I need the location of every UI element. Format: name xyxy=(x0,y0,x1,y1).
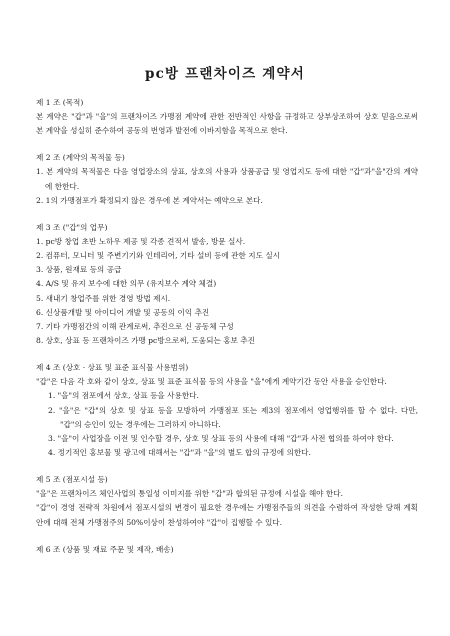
article-subitem xyxy=(36,446,418,460)
subitem-text: 4. 정기적인 홍보물 및 광고에 대해서는 "갑"과 "을"의 별도 합의 규정에 의한다. xyxy=(48,448,311,458)
article-item: 8. 상호, 상표 등 프랜차이즈 가맹 pc방으로써, 도움되는 홍보 추진 xyxy=(36,336,255,346)
article-paragraph: 본 계약은 "갑"과 "을"의 프랜차이즈 가맹점 계약에 관한 전반적인 사항을 규정하고 상부상조하여 상호 믿음으로써 본 계약을 성실히 준수하여 공동의 번영과 발전에 이바지함을 목적으로 한다. xyxy=(36,112,418,136)
article-heading: 제 2 조 (계약의 목적물 등) xyxy=(36,153,125,163)
article-heading: 제 3 조 ("갑"의 업무) xyxy=(36,222,108,232)
article-item: 6. 신상품개발 및 아이디어 개발 및 공동의 이익 추진 xyxy=(36,307,210,317)
article-heading: 제 5 조 (점포시설 등) xyxy=(36,475,108,485)
article-item: 2. 컴퓨터, 모니터 및 주변기기와 인테리어, 기타 설비 등에 관한 지도 실시 xyxy=(36,251,281,261)
article-5 xyxy=(36,473,418,530)
article-heading: 제 6 조 (상품 및 재료 주문 및 제작, 배송) xyxy=(36,545,174,555)
document-title: pc방 프랜차이즈 계약서 xyxy=(144,66,306,82)
article-item: 5. 새내기 창업주를 위한 경영 방법 제시. xyxy=(36,293,171,303)
subitem-text: 2. "을"은 "갑"의 상호 및 상표 등을 모방하여 가맹점포 또는 제3의 점포에서 영업행위를 할 수 없다. 다만, "갑"의 승인이 있는 경우에는 그러하지 아니하다. xyxy=(48,405,418,429)
article-subitem xyxy=(36,432,418,446)
article-heading: 제 4 조 (상호 · 상표 및 표준 표식물 사용범위) xyxy=(36,363,189,373)
article-3 xyxy=(36,221,418,349)
article-1 xyxy=(36,96,418,139)
article-item: 4. A/S 및 유지 보수에 대한 의무 (유지보수 계약 체결) xyxy=(36,279,217,289)
article-item: 3. 상품, 원재료 등의 공급 xyxy=(36,265,122,275)
subitem-text: 3. "을"이 사업장을 이전 및 인수할 경우, 상호 및 상표 등의 사용에 대해 "갑"과 사전 협의를 하여야 한다. xyxy=(48,434,394,444)
article-item: 7. 기타 가맹점간의 이해 관계로써, 추진으로 신 공동체 구성 xyxy=(36,322,234,332)
article-4 xyxy=(36,361,418,460)
article-paragraph: "을"은 프랜차이즈 체인사업의 통일성 이미지를 위한 "갑"과 합의된 규정에 시설을 해야 한다. xyxy=(36,489,344,499)
article-item: 1. 본 계약의 목적물은 다음 영업장소의 상표, 상호의 사용과 상품공급 및 영업지도 등에 대한 "갑"과"을"간의 계약에 한한다. xyxy=(36,167,418,191)
article-item: 1. pc방 창업 초반 노하우 제공 및 각종 견적서 발송, 방문 실사. xyxy=(36,236,246,246)
article-6 xyxy=(36,543,418,557)
article-subitem xyxy=(36,389,418,403)
article-paragraph: "갑"이 경영 전략적 차원에서 점포시설의 변경이 필요한 경우에는 가맹점주들의 의견을 수렴하여 작성한 당해 계획안에 대해 전체 가맹점주의 50%이상이 찬성하여야 "갑"이 집행할 수 있다. xyxy=(36,503,418,527)
document-body xyxy=(36,96,418,570)
article-2 xyxy=(36,151,418,208)
article-paragraph: "갑"은 다음 각 호와 같이 상호, 상표 및 표준 표식물 등의 사용을 "을"에게 계약기간 동안 사용을 승인한다. xyxy=(36,377,387,387)
subitem-text: 1. "을"의 점포에서 상호, 상표 등을 사용한다. xyxy=(48,391,199,401)
article-heading: 제 1 조 (목적) xyxy=(36,98,84,107)
article-item: 2. 1의 가맹점포가 확정되지 않은 경우에 본 계약서는 예약으로 본다. xyxy=(36,195,263,205)
article-subitem xyxy=(36,404,418,432)
